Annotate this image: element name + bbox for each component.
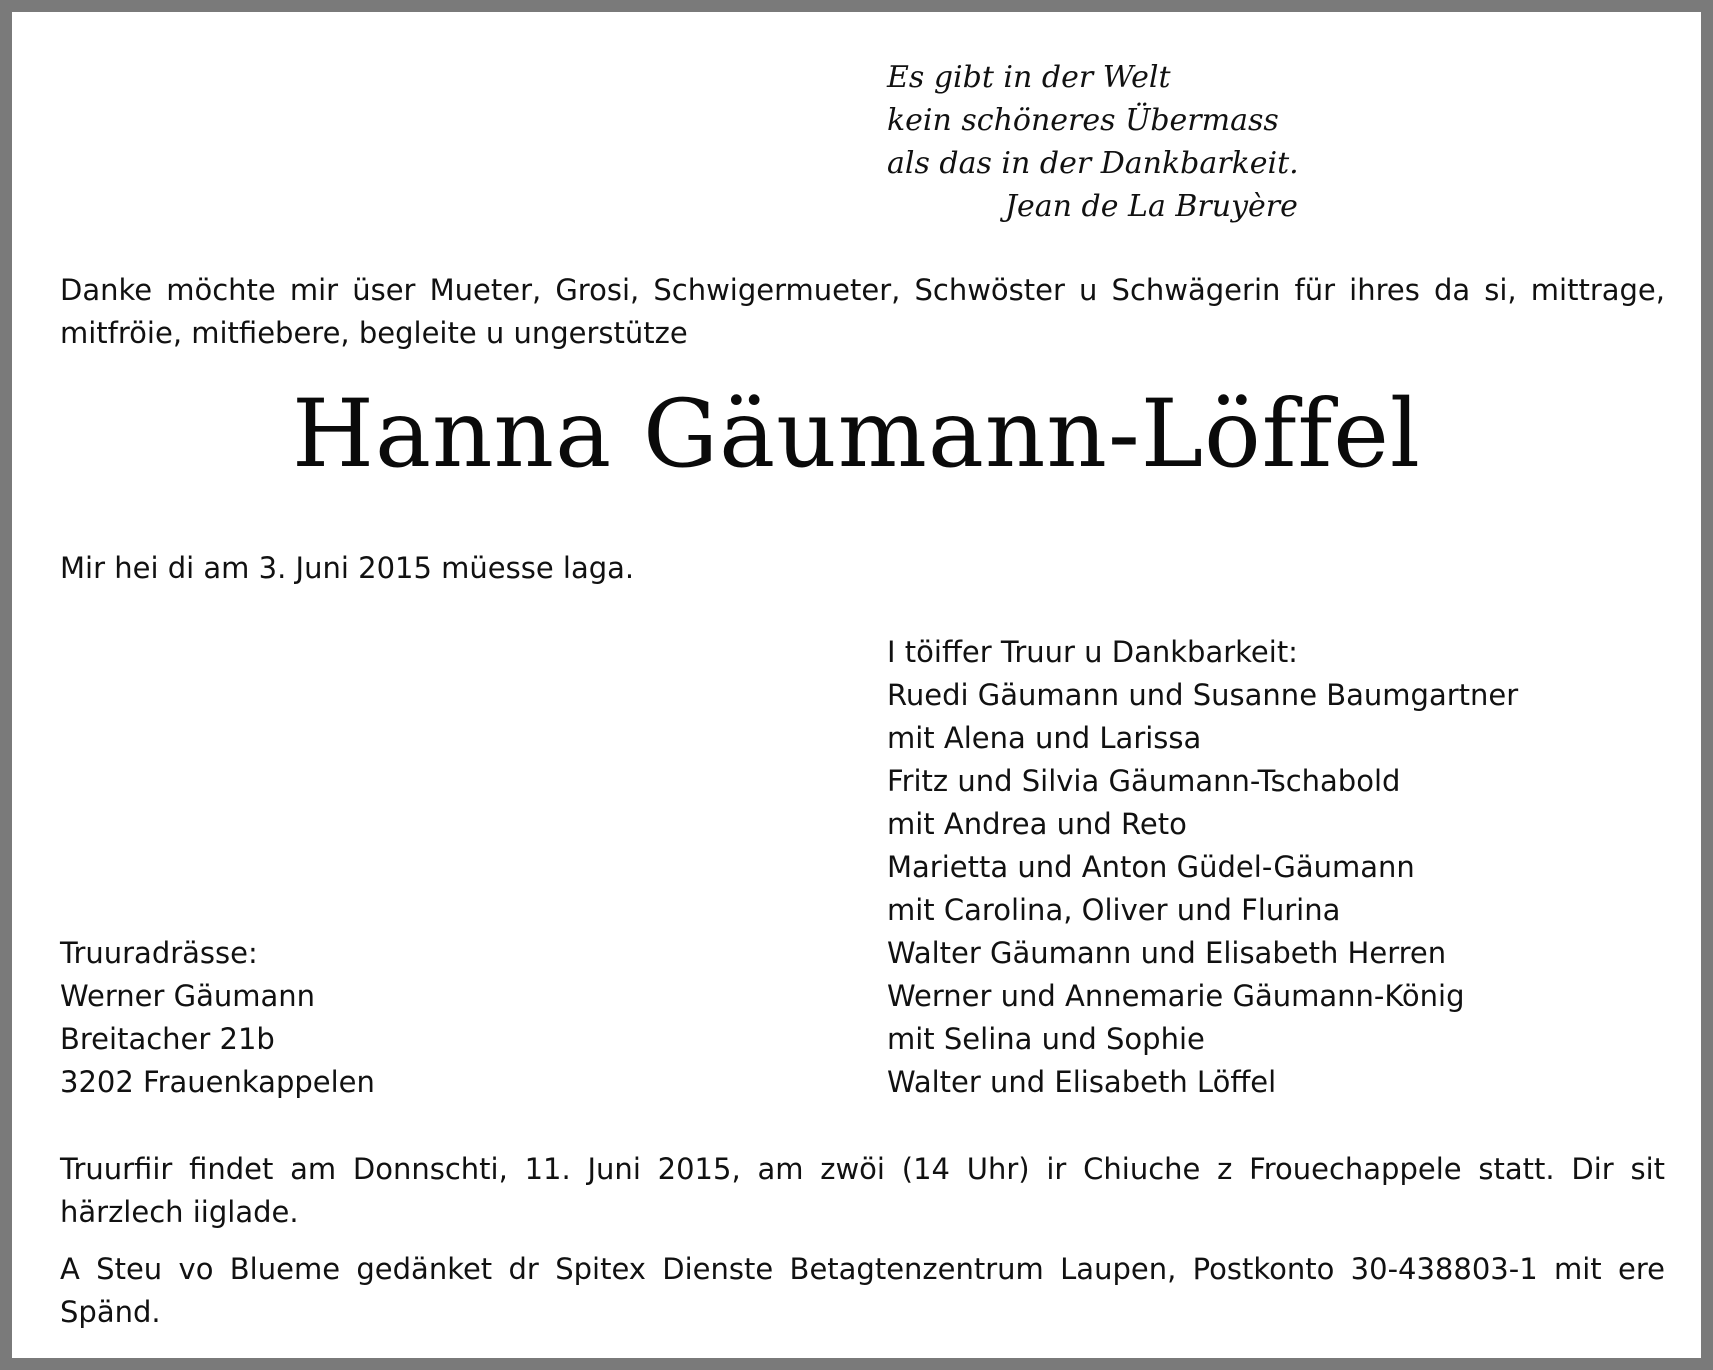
obituary-page bbox=[12, 12, 1701, 1358]
mourner-line: Werner und Annemarie Gäumann-König bbox=[887, 979, 1465, 1013]
mourner-line: Marietta und Anton Güdel-Gäumann bbox=[887, 850, 1415, 884]
mourner-line: Fritz und Silvia Gäumann-Tschabold bbox=[887, 764, 1401, 798]
donation-paragraph: A Steu vo Blueme gedänket dr Spitex Dienste Betagtenzentrum Laupen, Postkonto 30-438803-1 mit ere Spänd. bbox=[60, 1252, 1665, 1329]
deceased-name: Hanna Gäumann-Löffel bbox=[292, 380, 1421, 489]
thanks-paragraph: Danke möchte mir üser Mueter, Grosi, Schwigermueter, Schwöster u Schwägerin für ihres da si, mittrage, mitfröie, mitfiebere, begleite u ungerstütze bbox=[60, 273, 1665, 350]
quote-author: Jean de La Bruyère bbox=[1005, 189, 1298, 224]
mourners-heading: I töiffer Truur u Dankbarkeit: bbox=[887, 635, 1298, 669]
quote-line: als das in der Dankbarkeit. bbox=[887, 146, 1299, 181]
death-notice: Mir hei di am 3. Juni 2015 müesse laga. bbox=[60, 551, 635, 585]
mourner-line: Ruedi Gäumann und Susanne Baumgartner bbox=[887, 678, 1519, 712]
mourner-line: Walter und Elisabeth Löffel bbox=[887, 1065, 1277, 1099]
address-name: Werner Gäumann bbox=[60, 979, 315, 1013]
quote-block bbox=[887, 56, 1299, 228]
address-city: 3202 Frauenkappelen bbox=[60, 1065, 375, 1099]
address-street: Breitacher 21b bbox=[60, 1022, 275, 1056]
mourning-address bbox=[60, 932, 375, 1104]
mourner-line: mit Carolina, Oliver und Flurina bbox=[887, 893, 1341, 927]
mourner-line: mit Andrea und Reto bbox=[887, 807, 1187, 841]
quote-line: kein schöneres Übermass bbox=[887, 103, 1279, 138]
mourner-line: Walter Gäumann und Elisabeth Herren bbox=[887, 936, 1447, 970]
address-label: Truuradrässe: bbox=[60, 936, 258, 970]
funeral-service-paragraph: Truurfiir findet am Donnschti, 11. Juni 2015, am zwöi (14 Uhr) ir Chiuche z Frouechappele statt. Dir sit härzlech iiglade. bbox=[60, 1152, 1665, 1229]
quote-line: Es gibt in der Welt bbox=[887, 60, 1171, 95]
mourner-line: mit Alena und Larissa bbox=[887, 721, 1202, 755]
mourner-line: mit Selina und Sophie bbox=[887, 1022, 1205, 1056]
mourners-list bbox=[887, 631, 1518, 1104]
